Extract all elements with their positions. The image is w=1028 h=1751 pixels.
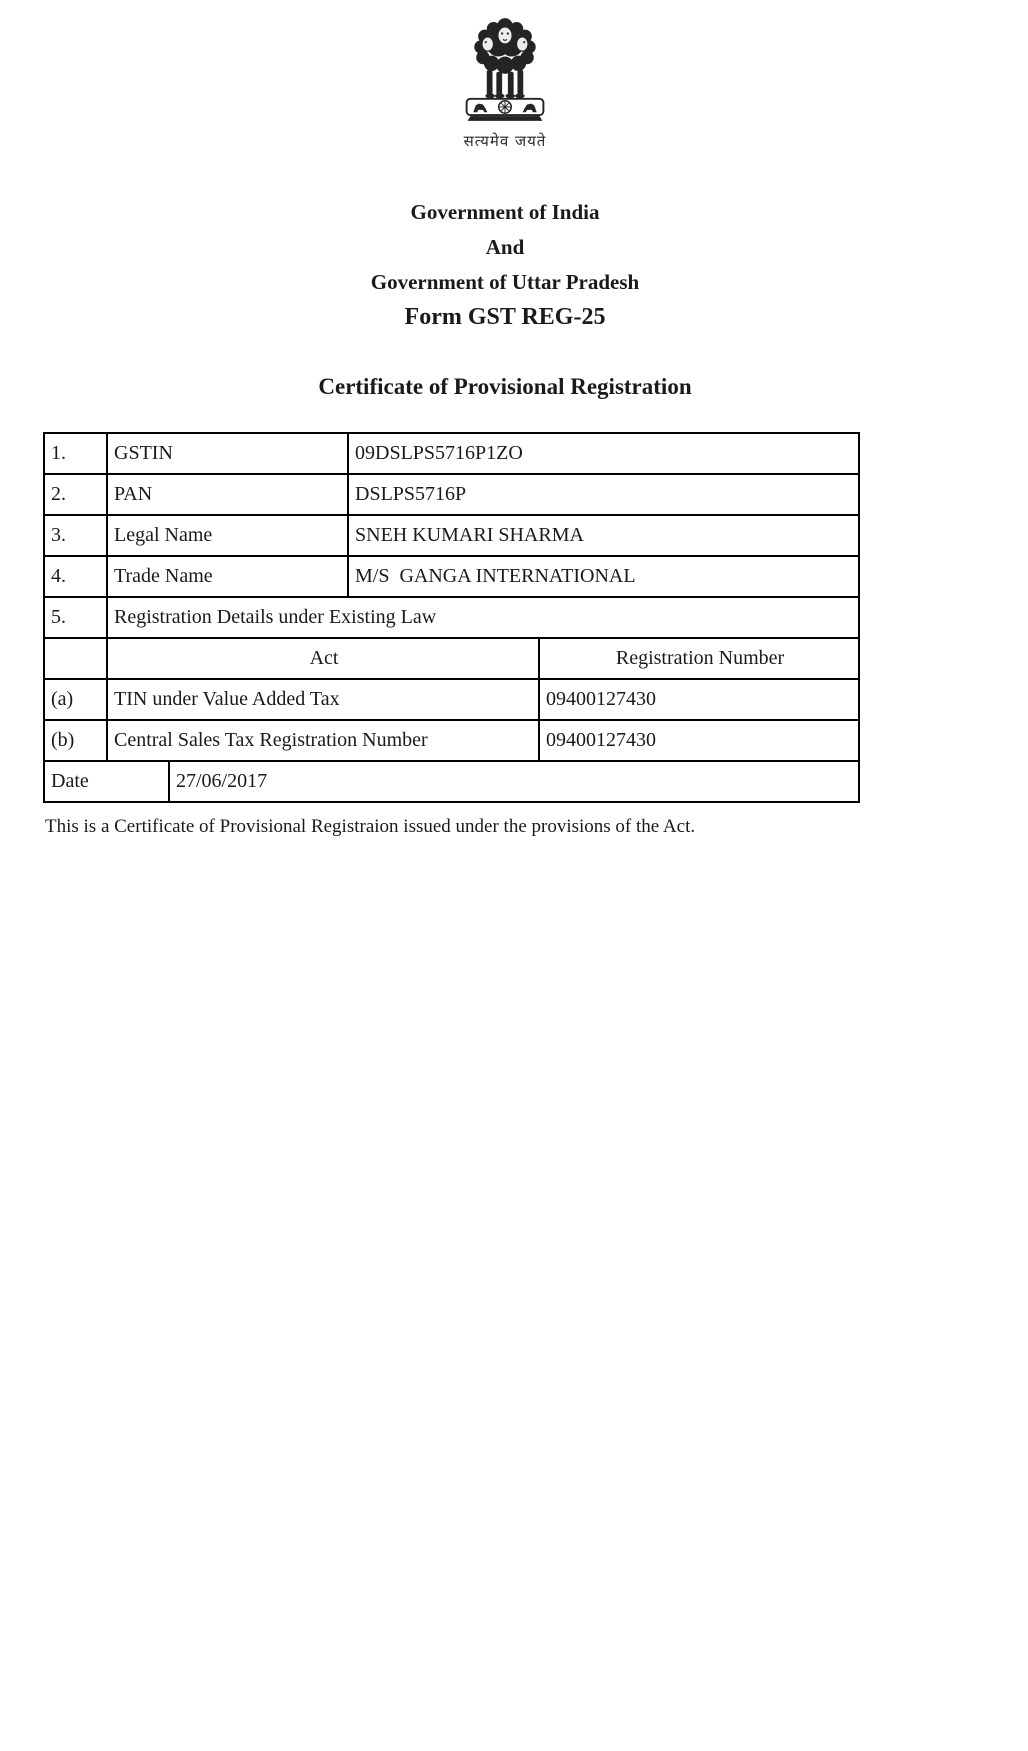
table-row-date (44, 761, 859, 802)
table-row-registration-details-section (44, 597, 859, 638)
row-number: 2. (44, 474, 107, 515)
column-header-registration-number: Registration Number (539, 638, 859, 679)
row-number: 3. (44, 515, 107, 556)
emblem-of-india-icon (457, 111, 553, 128)
row-label: Trade Name (107, 556, 348, 597)
pan-value: DSLPS5716P (348, 474, 859, 515)
table-row-pan (44, 474, 859, 515)
date-label: Date (44, 761, 169, 802)
header-line-government-of-india: Government of India (410, 200, 600, 224)
document-header (0, 0, 1010, 402)
act-label: Central Sales Tax Registration Number (107, 720, 539, 761)
table-row-central-sales-tax (44, 720, 859, 761)
section-label: Registration Details under Existing Law (107, 597, 859, 638)
header-line-government-of-uttar-pradesh: Government of Uttar Pradesh (370, 270, 640, 294)
certificate-title: Certificate of Provisional Registration (318, 374, 692, 399)
row-number: 4. (44, 556, 107, 597)
emblem-motto: सत्यमेव जयते (463, 132, 547, 150)
row-label: PAN (107, 474, 348, 515)
header-line-and: And (485, 235, 525, 259)
row-label: GSTIN (107, 433, 348, 474)
registration-number-value: 09400127430 (539, 679, 859, 720)
row-label: Legal Name (107, 515, 348, 556)
column-header-act: Act (107, 638, 539, 679)
row-number: (a) (44, 679, 107, 720)
table-row-legal-name (44, 515, 859, 556)
table-row-tin-vat (44, 679, 859, 720)
table-row-gstin (44, 433, 859, 474)
date-value: 27/06/2017 (169, 761, 859, 802)
row-number: 1. (44, 433, 107, 474)
act-label: TIN under Value Added Tax (107, 679, 539, 720)
table-row-trade-name (44, 556, 859, 597)
row-number: 5. (44, 597, 107, 638)
government-lines (0, 195, 1010, 334)
gstin-value: 09DSLPS5716P1ZO (348, 433, 859, 474)
emblem-of-india (0, 0, 1010, 151)
trade-name-value: M/S GANGA INTERNATIONAL (348, 556, 859, 597)
registration-table (43, 432, 860, 803)
empty-cell (44, 638, 107, 679)
registration-number-value: 09400127430 (539, 720, 859, 761)
footer-note: This is a Certificate of Provisional Registraion issued under the provisions of the Act. (45, 816, 696, 837)
table-subheader-row (44, 638, 859, 679)
row-number: (b) (44, 720, 107, 761)
form-title: Form GST REG-25 (404, 304, 606, 330)
legal-name-value: SNEH KUMARI SHARMA (348, 515, 859, 556)
